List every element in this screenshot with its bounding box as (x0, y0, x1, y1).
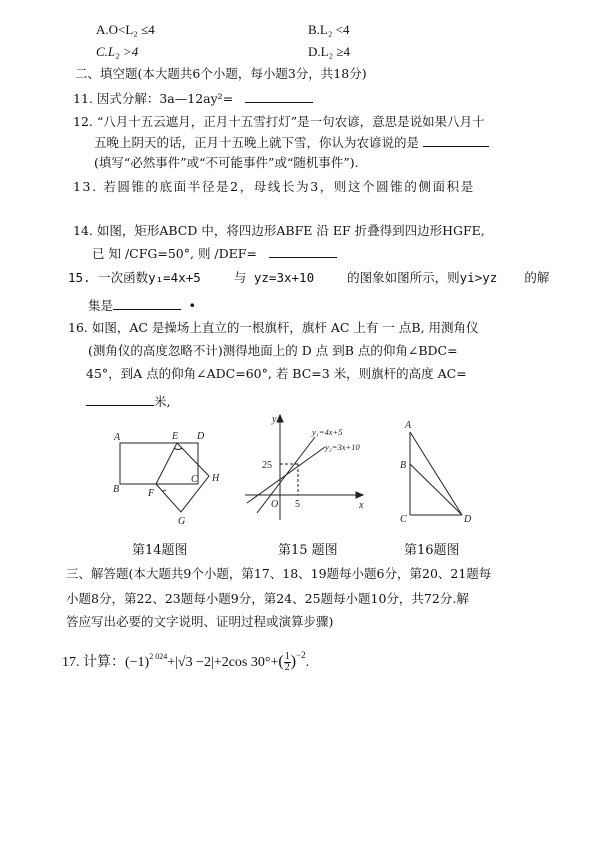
q16-line4-text: 米, (154, 394, 171, 409)
axis-label-y: y (272, 414, 277, 425)
segment-ad (410, 432, 462, 515)
y-axis-arrow (277, 415, 283, 422)
paren-close: ) (290, 653, 297, 670)
paren-open: ( (278, 653, 284, 670)
section2-heading: 二、填空题(本大题共6个小题，每小题3分，共18分) (75, 66, 367, 81)
q15-line1 (68, 270, 549, 286)
q16-line1: 16. 如图，AC 是操场上直立的一根旗杆，旗杆 AC 上有 一 点B, 用测角仪 (68, 320, 479, 335)
q16-answer-blank[interactable] (86, 393, 154, 406)
q12-line1: 12. “八月十五云遮月，正月十五雪打灯”是一句农谚，意思是说如果八月十 (73, 114, 485, 129)
label-b: B (113, 484, 120, 495)
label-a: A (405, 420, 412, 431)
label-b: B (400, 460, 407, 471)
q14-line2 (92, 245, 337, 262)
label-f: F (148, 488, 155, 499)
x-axis-arrow (356, 492, 363, 498)
label-d: D (464, 514, 472, 525)
quadrilateral-hgfe (156, 443, 209, 512)
q16-line4 (86, 393, 170, 410)
q15-line2-end: • (188, 298, 197, 313)
q15-line2-text: 集是 (88, 298, 114, 313)
figure-16 (380, 405, 490, 530)
label-c: C (400, 514, 407, 525)
q11-text: 11. 因式分解：3a—12ay²= (73, 91, 234, 106)
q17-expr-b: +|√3 −2|+2cos 30°+ (167, 655, 279, 670)
q12-line3: (填写“必然事件”或“不可能事件”或“随机事件”). (94, 155, 359, 170)
q14-line1: 14. 如图，矩形ABCD 中，将四边形ABFE 沿 EF 折叠得到四边形HGFE, (73, 223, 485, 238)
label-d: D (197, 431, 205, 442)
q17 (62, 646, 309, 673)
q17-fraction (284, 652, 291, 673)
line-y2-label: y₂=3x+10 (325, 442, 360, 452)
x-tick-label: 5 (295, 499, 300, 510)
axis-label-x: x (359, 500, 364, 511)
q17-expr-a: (−1) (125, 655, 150, 670)
q15-part-a: 15. 一次函数y₁=4x+5 (68, 270, 201, 285)
line-y1-label: y₁=4x+5 (312, 427, 343, 437)
q15-part-c: 的图象如图所示，则yi>yz (347, 270, 498, 285)
section3-line1: 三、解答题(本大题共9个小题，第17、18、19题每小题6分，第20、21题每 (66, 566, 492, 581)
q16-line2: (测角仪的高度忽略不计)测得地面上的 D 点 到B 点的仰角∠BDC= (88, 343, 458, 358)
section3-line2: 小题8分，第22、23题每小题9分，第24、25题每小题10分，共72分.解 (66, 591, 469, 606)
q12-line2-text: 五晚上阴天的话，正月十五晚上就下雪，你认为农谚说的是 (94, 135, 420, 150)
label-g: G (178, 516, 186, 527)
q17-prefix: 17. 计算： (62, 655, 125, 670)
option-d: D.L₂ ≥4 (308, 44, 350, 59)
y-tick-label: 25 (262, 460, 272, 471)
q16-line3: 45°，到A 点的仰角∠ADC=60°, 若 BC=3 米，则旗杆的高度 AC= (86, 366, 467, 381)
q12-line2 (94, 134, 489, 151)
figure-16-caption: 第16题图 (404, 543, 460, 558)
label-a: A (114, 432, 121, 443)
section3-line3: 答应写出必要的文字说明、证明过程或演算步骤) (66, 614, 334, 629)
q14-answer-blank[interactable] (269, 245, 337, 258)
q14-line2-text: 已 知 /CFG=50°, 则 /DEF= (92, 246, 257, 261)
figure-14-caption: 第14题图 (132, 543, 188, 558)
origin-label: O (271, 499, 279, 510)
q15-part-d: 的解 (524, 270, 550, 285)
q11-answer-blank[interactable] (245, 90, 313, 103)
figure-15 (235, 405, 375, 525)
label-c: C (191, 474, 198, 485)
figure-14 (100, 420, 240, 530)
q15-answer-blank[interactable] (113, 297, 181, 310)
q11 (73, 90, 313, 107)
segment-bd (410, 464, 462, 515)
angle-arc-f (162, 490, 166, 491)
q12-answer-blank[interactable] (423, 134, 489, 147)
q17-end: . (305, 655, 310, 670)
angle-arc-e (174, 448, 182, 450)
q15-line2 (88, 297, 196, 314)
q13-text: 13. 若圆锥的底面半径是2，母线长为3，则这个圆锥的侧面积是 (73, 179, 475, 194)
q17-exponent-1: 2 024 (149, 652, 168, 661)
fraction-denominator: 2 (284, 662, 290, 674)
label-h: H (212, 473, 220, 484)
q15-part-b: 与 yz=3x+10 (233, 270, 315, 285)
option-a: A.O<L₂ ≤4 (96, 22, 155, 37)
figure-15-caption: 第15 题图 (278, 543, 338, 558)
option-c: C.L₂ >4 (96, 44, 139, 59)
label-e: E (172, 431, 179, 442)
option-b: B.L₂ <4 (308, 22, 350, 37)
fraction-numerator: 1 (284, 651, 290, 663)
q17-exponent-2: −2 (296, 650, 306, 660)
